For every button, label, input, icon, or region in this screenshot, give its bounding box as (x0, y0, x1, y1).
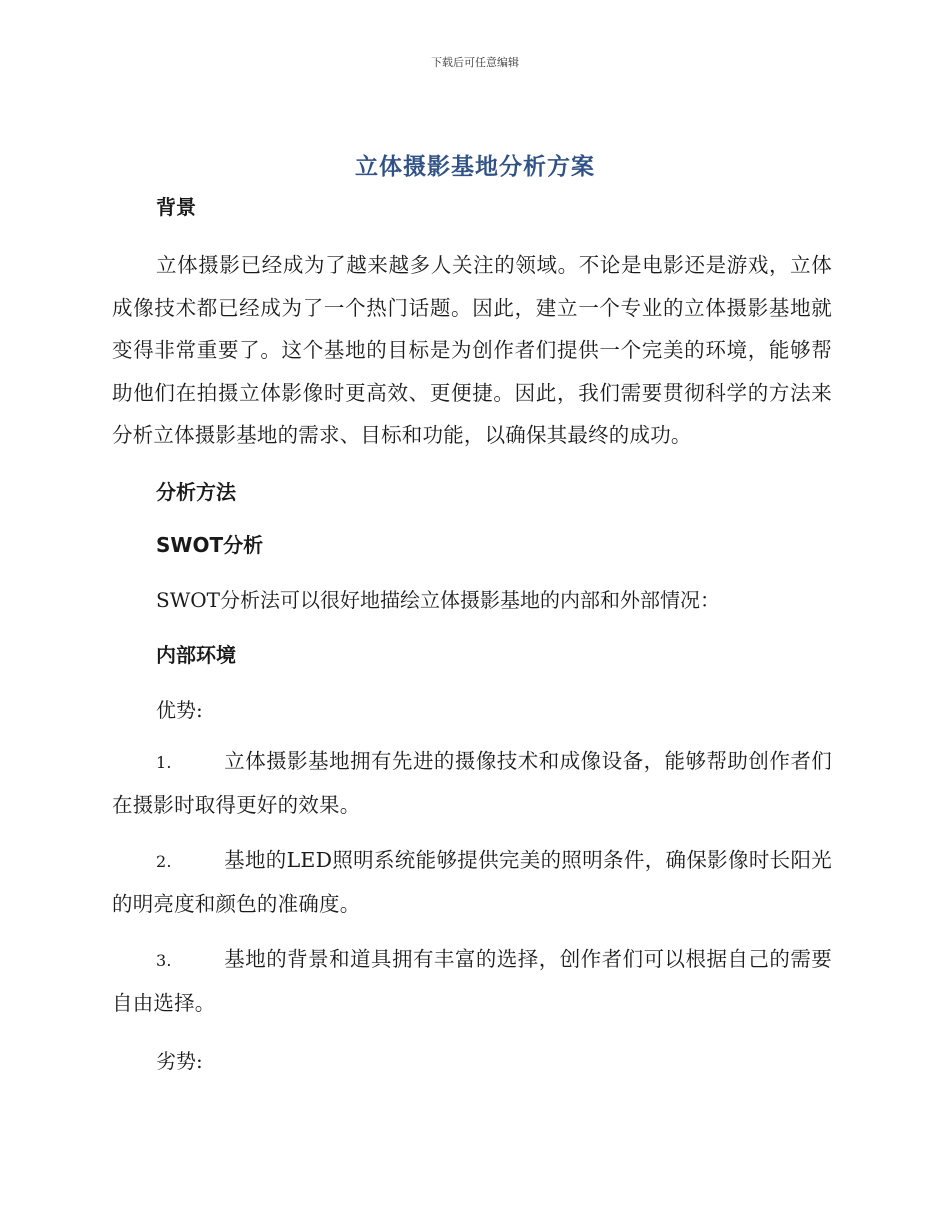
document-body (112, 190, 832, 1078)
swot-intro: SWOT分析法可以很好地描绘立体摄影基地的内部和外部情况： (156, 587, 720, 612)
list-text: 立体摄影基地拥有先进的摄像技术和成像设备，能够帮助创作者们在摄影时取得更好的效果。 (112, 748, 832, 817)
list-text: 基地的LED照明系统能够提供完美的照明条件，确保影像时长阳光的明亮度和颜色的准确度。 (112, 847, 832, 916)
header-note: 下载后可任意编辑 (431, 56, 519, 69)
heading-internal: 内部环境 (156, 642, 236, 667)
list-number: 1. (156, 752, 172, 772)
paragraph-background: 立体摄影已经成为了越来越多人关注的领域。不论是电影还是游戏，立体成像技术都已经成为了一个热门话题。因此，建立一个专业的立体摄影基地就变得非常重要了。这个基地的目标是为创作者们提供一个完美的环境，能够帮助他们在拍摄立体影像时更高效、更便捷。因此，我们需要贯彻科学的方法来分析立体摄影基地的需求、目标和功能，以确保其最终的成功。 (112, 253, 832, 447)
heading-method: 分析方法 (156, 479, 236, 504)
weaknesses-label: 劣势: (156, 1048, 203, 1073)
list-item (112, 740, 832, 827)
list-item (112, 938, 832, 1025)
strengths-label: 优势: (156, 697, 203, 722)
list-number: 2. (156, 851, 172, 871)
list-text: 基地的背景和道具拥有丰富的选择，创作者们可以根据自己的需要自由选择。 (112, 946, 832, 1015)
document-title: 立体摄影基地分析方案 (355, 154, 595, 180)
list-item (112, 839, 832, 926)
heading-swot: SWOT分析 (156, 532, 264, 557)
heading-background: 背景 (156, 195, 196, 219)
list-number: 3. (156, 950, 172, 970)
